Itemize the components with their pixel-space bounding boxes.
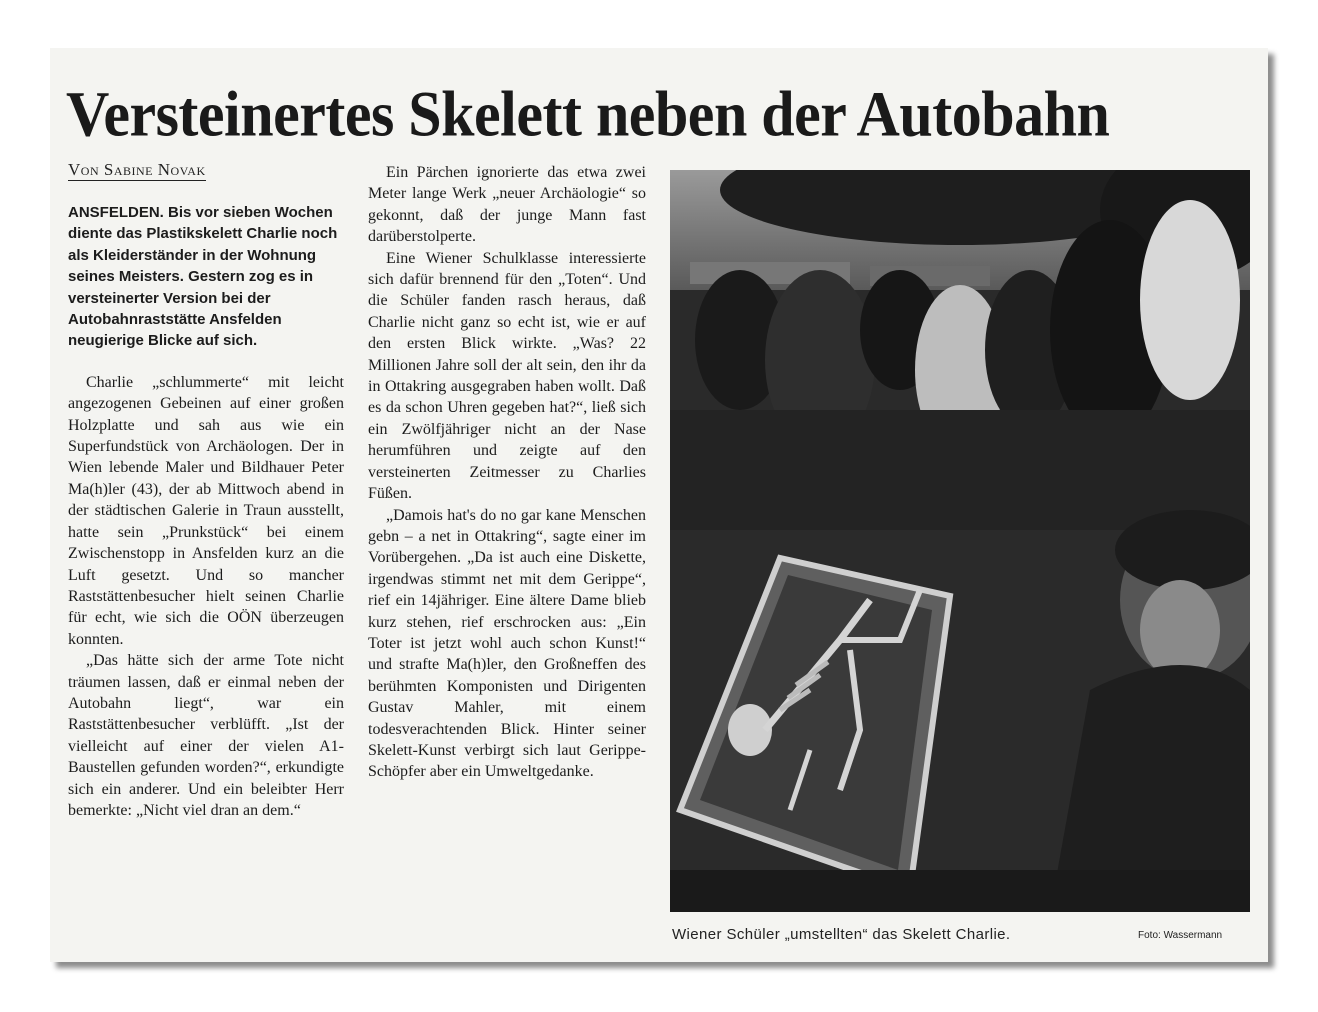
body-paragraph: Charlie „schlummerte“ mit leicht angezogenen Gebeinen auf einer großen Holzplatte und sah aus wie ein Superfundstück von Archäologen. Der in Wien lebende Maler und Bildhauer Peter Ma(h)ler (43), der ab Mittwoch abend in der städtischen Galerie in Traun ausstellt, hatte sein „Prunkstück“ bei einem Zwischenstopp in Ansfelden kurz an die Luft gesetzt. Und so mancher Raststättenbesucher hielt seinen Charlie für echt, wie sich die OÖN überzeugen konnten.: [68, 373, 344, 648]
byline: Von Sabine Novak: [68, 160, 206, 179]
body-paragraph: Eine Wiener Schulklasse interessierte sich dafür brennend für den „Toten“. Und die Schüler fanden rasch heraus, daß Charlie nicht ganz so echt ist, wie er auf den ersten Blick wirkte. „Was? 22 Millionen Jahre soll der alt sein, den ihr da in Ottakring ausgegraben haben wollt. Daß es da schon Uhren gegeben hat?“, ließ sich ein Zwölfjähriger nicht an der Nase herumführen und zeigte auf den versteinerten Zeitmesser zu Charlies Füßen.: [368, 249, 646, 503]
body-paragraph: Ein Pärchen ignorierte das etwa zwei Meter lange Werk „neuer Archäologie“ so gekonnt, daß der junge Mann fast darüberstolperte.: [368, 164, 646, 246]
body-paragraph: „Das hätte sich der arme Tote nicht träumen lassen, daß er einmal neben der Autobahn liegt“, war ein Raststättenbesucher verblüfft. „Ist der vielleicht auf einer der vielen A1-Baustellen gefunden worden?“, erkundigte sich ein anderer. Und ein beleibter Herr bemerkte: „Nicht viel dran an dem.“: [68, 652, 344, 819]
newspaper-clipping: [50, 48, 1268, 962]
column-2: [368, 162, 646, 783]
column-1: [68, 202, 344, 821]
body-paragraph: „Damois hat's do no gar kane Menschen gebn – a net in Ottakring“, sagte einer im Vorübergehen. „Da ist auch eine Diskette, irgendwas stimmt net mit dem Gerippe“, rief ein 14jähriger. Eine ältere Dame blieb kurz stehen, rief erschrocken aus: „Ein Toter ist jetzt wohl auch schon Kunst!“ und strafte Ma(h)ler, den Großneffen des berühmten Komponisten und Dirigenten Gustav Mahler, mit einem todesverachtenden Blick. Hinter seiner Skelett-Kunst verbirgt sich laut Gerippe-Schöpfer aber ein Umweltgedanke.: [368, 506, 646, 781]
lead-paragraph: ANSFELDEN. Bis vor sieben Wochen diente das Plastikskelett Charlie noch als Kleiderständer in der Wohnung seines Meisters. Gestern zog es in versteinerter Version bei der Autobahnraststätte Ansfelden neugierige Blicke auf sich.: [68, 204, 338, 350]
photo-illustration: [670, 170, 1250, 912]
news-photo: [670, 170, 1250, 912]
photo-credit: Foto: Wassermann: [1138, 930, 1223, 941]
headline: Versteinertes Skelett neben der Autobahn: [66, 78, 1110, 150]
photo-caption: Wiener Schüler „umstellten“ das Skelett Charlie.: [672, 926, 1011, 943]
